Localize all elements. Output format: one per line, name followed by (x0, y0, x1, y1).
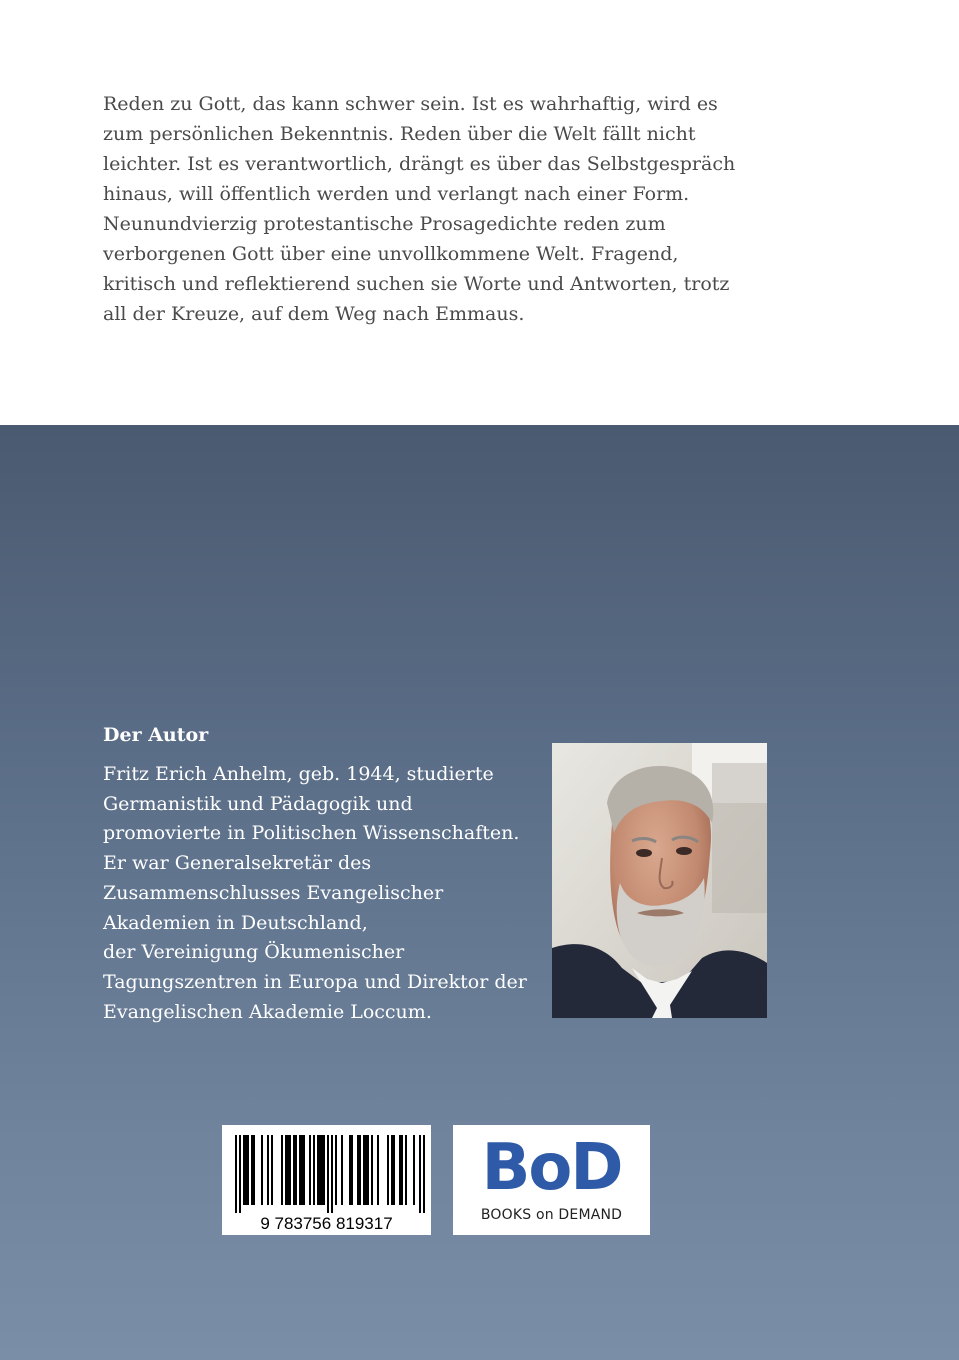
barcode-bar (247, 1135, 249, 1205)
barcode-bar (327, 1135, 329, 1213)
bio-line: Zusammenschlusses Evangelischer (103, 881, 444, 904)
author-bio (103, 760, 543, 1027)
barcode-bar (349, 1135, 351, 1205)
bio-line: Er war Generalsekretär des (103, 852, 372, 875)
bio-line: Evangelischen Akademie Loccum. (103, 1000, 432, 1023)
barcode-bar (285, 1135, 287, 1205)
barcode-bar (401, 1135, 403, 1205)
barcode-bar (357, 1135, 359, 1205)
barcode-bar (243, 1135, 245, 1205)
barcode-bar (317, 1135, 319, 1205)
barcode-bar (245, 1135, 247, 1205)
barcode-bar (289, 1135, 291, 1205)
barcode-bar (335, 1135, 337, 1205)
barcode-bar (267, 1135, 269, 1205)
bio-line: Germanistik und Pädagogik und (103, 792, 413, 815)
blurb-line: Neunundvierzig protestantische Prosagedichte reden zum (103, 213, 666, 235)
bio-line: promovierte in Politischen Wissenschaften. (103, 822, 520, 845)
bio-line: Fritz Erich Anhelm, geb. 1944, studierte (103, 763, 494, 785)
barcode-bar (367, 1135, 369, 1205)
barcode-bar (261, 1135, 263, 1205)
barcode-bar (287, 1135, 289, 1205)
barcode-bar (393, 1135, 395, 1205)
barcode-bar (309, 1135, 311, 1205)
barcode-bar (251, 1135, 253, 1205)
bod-subtitle: BOOKS on DEMAND (480, 1207, 623, 1223)
barcode-bar (405, 1135, 407, 1205)
barcode-bar (235, 1135, 237, 1213)
barcode-digits: 9 783756 819317 (260, 1214, 393, 1233)
barcode-bar (363, 1135, 365, 1205)
barcode-bars (235, 1135, 425, 1213)
bio-line: Tagungszentren in Europa und Direktor der (103, 970, 527, 993)
bio-line: der Vereinigung Ökumenischer (103, 941, 405, 964)
barcode-bar (413, 1135, 415, 1205)
blurb-line: hinaus, will öffentlich werden und verlangt nach einer Form. (103, 183, 690, 205)
publisher-logo (453, 1125, 650, 1235)
barcode-bar (387, 1135, 389, 1205)
blurb-line: verborgenen Gott über eine unvollkommene Welt. Fragend, (103, 243, 679, 265)
author-heading: Der Autor (103, 724, 209, 746)
blurb-line: kritisch und reflektierend suchen sie Worte und Antworten, trotz (103, 273, 730, 295)
barcode-bar (323, 1135, 325, 1205)
barcode-bar (377, 1135, 379, 1205)
blurb-line: zum persönlichen Bekenntnis. Reden über die Welt fällt nicht (103, 123, 696, 145)
barcode-bar (359, 1135, 361, 1205)
barcode-bar (281, 1135, 283, 1205)
barcode-bar (313, 1135, 315, 1205)
barcode-bar (423, 1135, 425, 1213)
bio-line: Akademien in Deutschland, (103, 911, 368, 934)
blurb-line: leichter. Ist es verantwortlich, drängt es über das Selbstgespräch (103, 153, 736, 175)
barcode-bar (299, 1135, 301, 1205)
barcode-bar (419, 1135, 421, 1213)
barcode-bar (293, 1135, 295, 1205)
barcode-bar (295, 1135, 297, 1205)
barcode-bar (341, 1135, 343, 1205)
barcode-bar (391, 1135, 393, 1205)
barcode-bar (365, 1135, 367, 1205)
barcode-bar (303, 1135, 305, 1205)
barcode-bar (371, 1135, 373, 1205)
blurb-text (103, 89, 743, 329)
barcode-bar (321, 1135, 323, 1205)
author-photo (552, 743, 767, 1018)
blurb-line: all der Kreuze, auf dem Weg nach Emmaus. (103, 303, 525, 325)
barcode-bar (399, 1135, 401, 1205)
barcode-bar (351, 1135, 353, 1205)
barcode-bar (271, 1135, 273, 1205)
barcode-bar (301, 1135, 303, 1205)
barcode-bar (331, 1135, 333, 1213)
blurb-line: Reden zu Gott, das kann schwer sein. Ist es wahrhaftig, wird es (103, 93, 718, 115)
barcode-bar (239, 1135, 241, 1213)
isbn-barcode (222, 1125, 431, 1235)
barcode-bar (319, 1135, 321, 1205)
barcode-bar (253, 1135, 255, 1205)
bod-wordmark: BoD (481, 1131, 622, 1205)
